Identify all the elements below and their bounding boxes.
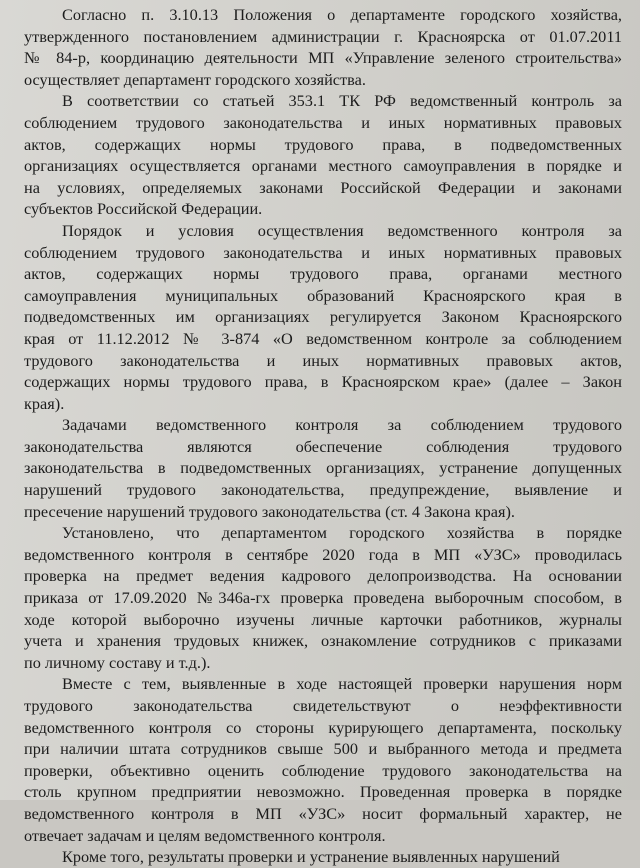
paragraph-line: актов, содержащих нормы трудового права, в подведомственных bbox=[24, 134, 622, 154]
paragraph-line: края). bbox=[24, 393, 65, 413]
document-paragraph bbox=[24, 414, 622, 522]
paragraph-line: Порядок и условия осуществления ведомственного контроля за bbox=[62, 220, 622, 240]
paragraph-line: края от 11.12.2012 № 3-874 «О ведомственном контроле за соблюдением bbox=[24, 328, 622, 348]
paragraph-line: ведомственного контроля в МП «УЗС» носит формальный характер, не bbox=[24, 803, 622, 823]
document-paragraph bbox=[24, 522, 622, 673]
paragraph-line: Установлено, что департаментом городского хозяйства в порядке bbox=[62, 523, 622, 543]
document-paragraph bbox=[24, 846, 622, 868]
paragraph-line: ходе которой выборочно изучены личные карточки работников, журналы bbox=[24, 609, 622, 629]
paragraph-line: трудового законодательства свидетельствуют о неэффективности bbox=[24, 696, 622, 715]
paragraph-line: приказа от 17.09.2020 №346а-гх проверка проведена выборочным способом, в bbox=[24, 588, 622, 608]
paragraph-line: Согласно п. 3.10.13 Положения о департаменте городского хозяйства, bbox=[62, 5, 622, 24]
paragraph-line: Кроме того, результаты проверки и устранение выявленных нарушений bbox=[62, 847, 560, 867]
paragraph-line: учета и хранения трудовых книжек, ознакомление сотрудников с приказами bbox=[24, 631, 622, 651]
document-paragraph bbox=[24, 673, 622, 846]
paragraph-line: субъектов Российской Федерации. bbox=[24, 199, 263, 219]
paragraph-line: нарушений трудового законодательства, предупреждение, выявление и bbox=[24, 480, 622, 500]
paragraph-line: ведомственного контроля в сентябре 2020 года в МП «УЗС» проводилась bbox=[24, 544, 622, 564]
paragraph-line: организациях осуществляется органами местного самоуправления в порядке и bbox=[24, 156, 622, 176]
paragraph-line: В соответствии со статьей 353.1 ТК РФ ведомственный контроль за bbox=[62, 91, 622, 111]
paragraph-line: самоуправления муниципальных образований Красноярского края в bbox=[24, 285, 622, 305]
paragraph-line: пресечение нарушений трудового законодательства (ст. 4 Закона края). bbox=[24, 501, 515, 521]
paragraph-line: законодательства являются обеспечение соблюдения трудового bbox=[24, 436, 622, 456]
paragraph-line: трудового законодательства и иных нормативных правовых актов, bbox=[24, 350, 622, 370]
paragraph-line: столь крупном предприятии невозможно. Проведенная проверка в порядке bbox=[24, 782, 622, 802]
paragraph-line: утвержденного постановлением администрации г. Красноярска от 01.07.2011 bbox=[24, 26, 622, 46]
paragraph-line: ведомственного контроля со стороны курирующего департамента, поскольку bbox=[24, 717, 622, 737]
paragraph-line: на условиях, определяемых законами Российской Федерации и законами bbox=[24, 177, 622, 197]
document-paragraph bbox=[24, 220, 622, 414]
paragraph-line: содержащих нормы трудового права, в Красноярском крае» (далее – Закон bbox=[24, 372, 622, 392]
paragraph-line: соблюдением трудового законодательства и иных нормативных правовых bbox=[24, 242, 622, 262]
paragraph-line: отвечает задачам и целям ведомственного контроля. bbox=[24, 825, 386, 845]
paragraph-line: актов, содержащих нормы трудового права, органами местного bbox=[24, 264, 622, 284]
paragraph-line: № 84-р, координацию деятельности МП «Управление зеленого строительства» bbox=[24, 48, 622, 68]
paragraph-line: подведомственных им организациях регулируется Законом Красноярского bbox=[24, 307, 622, 327]
document-paragraph bbox=[24, 90, 622, 220]
paragraph-line: Вместе с тем, выявленные в ходе настоящей проверки нарушения норм bbox=[62, 674, 622, 694]
paragraph-line: законодательства в подведомственных организациях, устранение допущенных bbox=[24, 458, 622, 478]
paragraph-line: по личному составу и т.д.). bbox=[24, 652, 211, 672]
document-paragraph bbox=[24, 4, 622, 90]
paragraph-line: проверка на предмет ведения кадрового делопроизводства. На основании bbox=[24, 566, 622, 586]
paragraph-line: Задачами ведомственного контроля за соблюдением трудового bbox=[62, 415, 622, 435]
paragraph-line: проверки, объективно оценить соблюдение трудового законодательства на bbox=[24, 760, 622, 780]
paragraph-line: при наличии штата сотрудников свыше 500 и выбранного метода и предмета bbox=[24, 739, 622, 759]
paragraph-line: соблюдением трудового законодательства и иных нормативных правовых bbox=[24, 112, 622, 132]
document-body bbox=[24, 4, 622, 868]
paragraph-line: осуществляет департамент городского хозяйства. bbox=[24, 69, 366, 89]
